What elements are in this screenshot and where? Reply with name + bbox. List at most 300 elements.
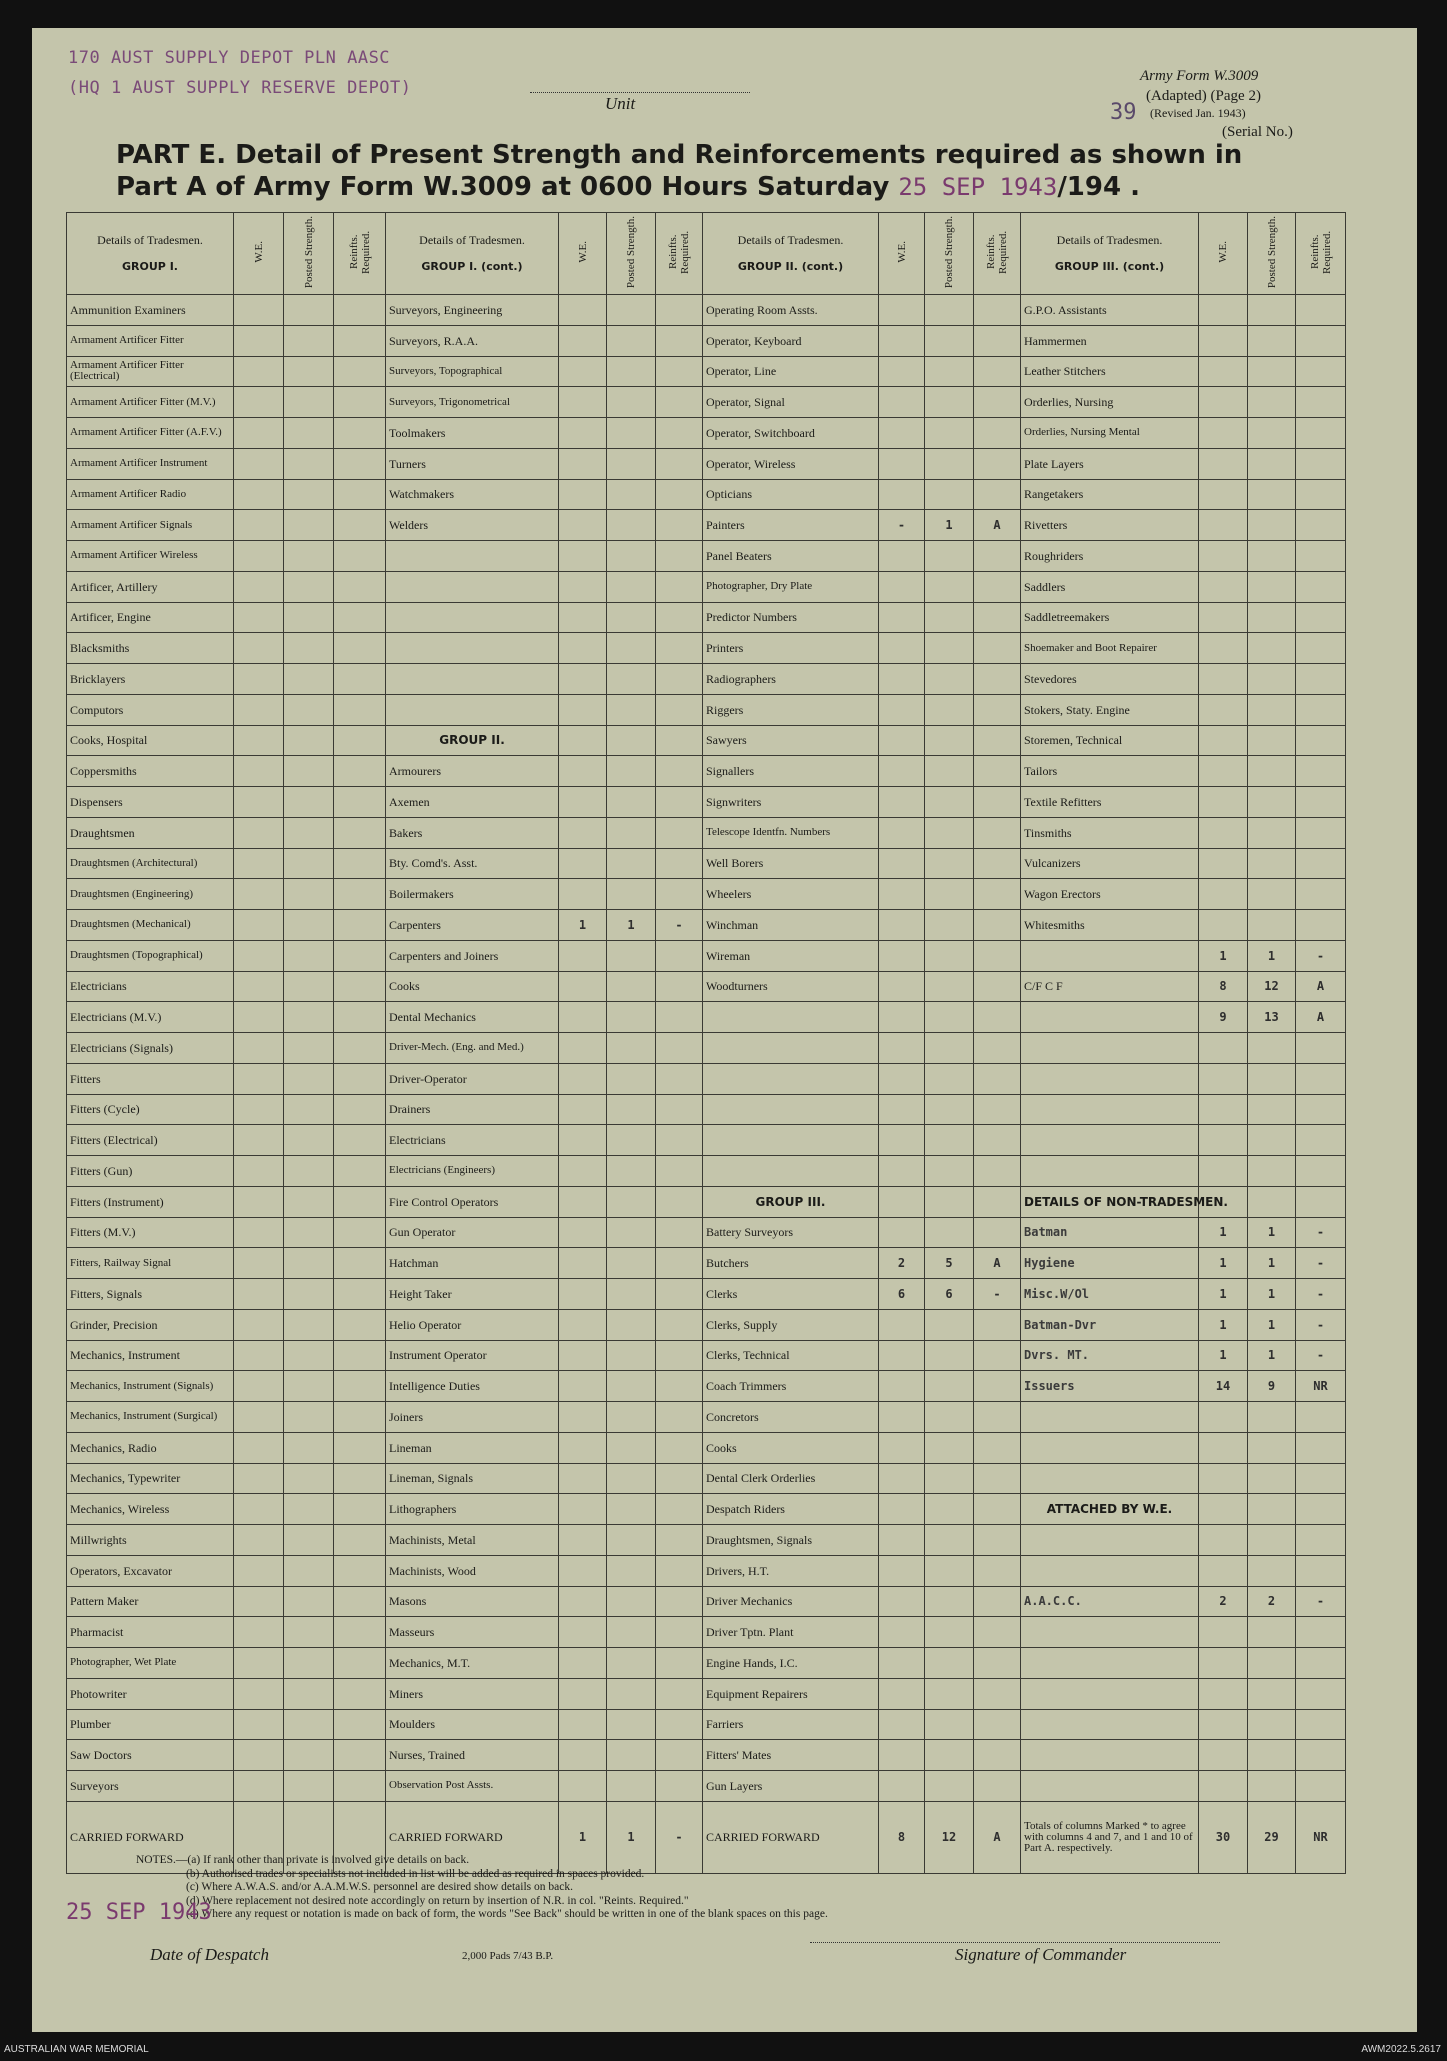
value-cell-p: [925, 1709, 974, 1740]
value-cell-r: [1296, 295, 1346, 326]
trade-cell: Drivers, H.T.: [703, 1555, 879, 1586]
value-cell-r: [1296, 1156, 1346, 1187]
value-cell-we: [1199, 725, 1248, 756]
value-cell-p: [607, 787, 656, 818]
value-cell-we: [879, 1586, 925, 1617]
value-cell-p: [925, 1648, 974, 1679]
value-cell-we: [559, 1002, 607, 1033]
value-cell-r: [656, 479, 703, 510]
trade-cell: [1021, 1432, 1199, 1463]
trade-cell: [703, 1063, 879, 1094]
value-cell-p: 12: [1248, 971, 1296, 1002]
title-line-2: [116, 172, 1140, 202]
value-cell-we: [234, 356, 284, 387]
table-row: [67, 787, 1346, 818]
trade-cell: Boilermakers: [386, 879, 559, 910]
value-cell-we: [559, 325, 607, 356]
value-cell-p: [284, 1617, 334, 1648]
header-details-text: Details of Tradesmen.: [737, 233, 844, 247]
value-cell-r: [334, 1248, 386, 1279]
table-row: [67, 817, 1346, 848]
value-cell-p: [607, 1248, 656, 1279]
value-cell-p: [284, 1063, 334, 1094]
value-cell-r: [974, 633, 1021, 664]
value-cell-r: [656, 817, 703, 848]
value-cell-p: [607, 879, 656, 910]
value-cell-r: [656, 448, 703, 479]
value-cell-r: -: [1296, 1340, 1346, 1371]
table-row: [67, 571, 1346, 602]
trade-cell: Lineman: [386, 1432, 559, 1463]
value-cell-we: [234, 879, 284, 910]
reinfts-label: Reinfts. Required.: [667, 230, 691, 274]
value-cell-p: [284, 448, 334, 479]
value-cell-r: [334, 1186, 386, 1217]
value-cell-r: [334, 1402, 386, 1433]
value-cell-p: [1248, 787, 1296, 818]
trade-cell: [386, 664, 559, 695]
value-cell-r: [1296, 725, 1346, 756]
trade-cell: Photographer, Dry Plate: [703, 571, 879, 602]
value-cell-p: [284, 1371, 334, 1402]
value-cell-we: [559, 479, 607, 510]
value-cell-we: [1199, 817, 1248, 848]
value-cell-r: [334, 1002, 386, 1033]
trade-cell: Bty. Comd's. Asst.: [386, 848, 559, 879]
trade-cell: Hygiene: [1021, 1248, 1199, 1279]
value-cell-r: [974, 356, 1021, 387]
value-cell-we: [559, 940, 607, 971]
value-cell-r: [334, 971, 386, 1002]
value-cell-p: [1248, 1432, 1296, 1463]
value-cell-p: [925, 1217, 974, 1248]
value-cell-r: [334, 448, 386, 479]
value-cell-we: [879, 694, 925, 725]
value-cell-r: [656, 1371, 703, 1402]
reinfts-label: Reinfts. Required.: [985, 230, 1009, 274]
value-cell-p: [925, 633, 974, 664]
value-cell-r: [334, 664, 386, 695]
value-cell-we: [879, 571, 925, 602]
value-cell-r: NR: [1296, 1371, 1346, 1402]
table-row: [67, 541, 1346, 572]
header-we: [1199, 213, 1248, 295]
value-cell-r: [974, 1186, 1021, 1217]
value-cell-we: [234, 940, 284, 971]
trade-cell: Fitters (Electrical): [67, 1125, 234, 1156]
value-cell-r: [656, 1617, 703, 1648]
value-cell-r: [656, 1525, 703, 1556]
value-cell-r: [656, 1033, 703, 1064]
trade-cell: Hatchman: [386, 1248, 559, 1279]
value-cell-we: [559, 633, 607, 664]
value-cell-we: [879, 1617, 925, 1648]
trade-cell: Mechanics, Instrument: [67, 1340, 234, 1371]
value-cell-r: [656, 510, 703, 541]
value-cell-we: [1199, 633, 1248, 664]
value-cell-p: [1248, 1740, 1296, 1771]
title-date-stamp: 25 SEP 1943: [898, 173, 1058, 201]
value-cell-p: [925, 1586, 974, 1617]
note-c: (c) Where A.W.A.S. and/or A.A.M.W.S. personnel are desired show details on back.: [186, 1881, 573, 1893]
trade-cell: [703, 1156, 879, 1187]
value-cell-r: [974, 1402, 1021, 1433]
trade-cell: Batman-Dvr: [1021, 1309, 1199, 1340]
unit-label: Unit: [605, 94, 636, 113]
value-cell-r: [1296, 418, 1346, 449]
value-cell-we: [234, 325, 284, 356]
posted-label: Posted Strength.: [625, 215, 637, 289]
table-row: [67, 448, 1346, 479]
value-cell-p: [284, 510, 334, 541]
trade-cell: Signallers: [703, 756, 879, 787]
value-cell-p: [925, 848, 974, 879]
trade-cell: Operating Room Assts.: [703, 295, 879, 326]
value-cell-r: [974, 1740, 1021, 1771]
value-cell-p: [925, 1494, 974, 1525]
value-cell-p: [925, 1617, 974, 1648]
value-cell-p: [284, 1156, 334, 1187]
value-cell-r: [974, 602, 1021, 633]
value-cell-p: [925, 1063, 974, 1094]
value-cell-p: [284, 725, 334, 756]
table-row: [67, 1463, 1346, 1494]
note-a: NOTES.—(a) If rank other than private is involved give details on back.: [136, 1854, 470, 1866]
value-cell-we: [1199, 1432, 1248, 1463]
value-cell-p: [925, 879, 974, 910]
value-cell-p: [284, 910, 334, 941]
value-cell-p: [284, 1125, 334, 1156]
value-cell-p: [284, 694, 334, 725]
trade-cell: [1021, 1063, 1199, 1094]
group-header: GROUP III. (cont.): [1054, 260, 1165, 273]
trade-cell: Farriers: [703, 1709, 879, 1740]
table-row: [67, 1340, 1346, 1371]
table-row: [67, 510, 1346, 541]
value-cell-we: 1: [1199, 1217, 1248, 1248]
trade-cell: DETAILS OF NON-TRADESMEN.: [1021, 1186, 1199, 1217]
value-cell-we: [559, 1463, 607, 1494]
value-cell-r: -: [656, 910, 703, 941]
trade-cell: Electricians (Signals): [67, 1033, 234, 1064]
value-cell-we: [1199, 1648, 1248, 1679]
value-cell-r: [974, 756, 1021, 787]
value-cell-we: [234, 848, 284, 879]
value-cell-p: [284, 971, 334, 1002]
value-cell-p: [925, 1156, 974, 1187]
value-cell-we: [234, 1678, 284, 1709]
value-cell-we: [559, 1740, 607, 1771]
trade-cell: Rivetters: [1021, 510, 1199, 541]
value-cell-r: [334, 817, 386, 848]
unit-stamp-line-1: 170 AUST SUPPLY DEPOT PLN AASC: [68, 48, 391, 68]
value-cell-p: [284, 1309, 334, 1340]
value-cell-p: [607, 1740, 656, 1771]
value-cell-r: [974, 1125, 1021, 1156]
value-cell-r: [974, 479, 1021, 510]
trade-cell: [1021, 1617, 1199, 1648]
value-cell-we: [1199, 1094, 1248, 1125]
value-cell-r: [334, 541, 386, 572]
trade-cell: Driver-Operator: [386, 1063, 559, 1094]
value-cell-p: [925, 971, 974, 1002]
title-line-2-start: Part A of Army Form W.3009 at 0600 Hours Saturday: [116, 172, 890, 202]
trade-cell: Surveyors: [67, 1771, 234, 1802]
value-cell-we: [559, 817, 607, 848]
value-cell-r: [656, 694, 703, 725]
trade-cell: Masseurs: [386, 1617, 559, 1648]
value-cell-p: [607, 1525, 656, 1556]
trade-cell: [1021, 1033, 1199, 1064]
table-row: [67, 1033, 1346, 1064]
value-cell-p: [284, 1463, 334, 1494]
table-row: [67, 1186, 1346, 1217]
trade-cell: Saw Doctors: [67, 1740, 234, 1771]
value-cell-r: [1296, 879, 1346, 910]
value-cell-we: 2: [879, 1248, 925, 1279]
value-cell-we: [234, 1709, 284, 1740]
value-cell-r: [334, 1217, 386, 1248]
trade-cell: Armament Artificer Fitter (M.V.): [67, 387, 234, 418]
value-cell-r: [334, 725, 386, 756]
value-cell-we: [1199, 848, 1248, 879]
trade-cell: Driver-Mech. (Eng. and Med.): [386, 1033, 559, 1064]
trade-cell: [386, 602, 559, 633]
value-cell-r: [974, 848, 1021, 879]
title-line-1: PART E. Detail of Present Strength and Reinforcements required as shown in: [116, 140, 1243, 170]
trade-cell: Sawyers: [703, 725, 879, 756]
trade-cell: Lineman, Signals: [386, 1463, 559, 1494]
value-cell-we: [234, 1494, 284, 1525]
trade-cell: Concretors: [703, 1402, 879, 1433]
trade-cell: Wireman: [703, 940, 879, 971]
value-cell-we: [559, 1648, 607, 1679]
table-row: [67, 1125, 1346, 1156]
value-cell-we: 8: [879, 1801, 925, 1873]
value-cell-p: [925, 602, 974, 633]
value-cell-p: [607, 1217, 656, 1248]
trade-cell: Stokers, Staty. Engine: [1021, 694, 1199, 725]
value-cell-r: [1296, 1186, 1346, 1217]
value-cell-r: [974, 1432, 1021, 1463]
value-cell-p: [284, 602, 334, 633]
value-cell-p: [925, 1432, 974, 1463]
value-cell-p: [607, 694, 656, 725]
value-cell-r: [334, 418, 386, 449]
value-cell-p: [925, 1678, 974, 1709]
value-cell-r: [974, 940, 1021, 971]
value-cell-p: [1248, 664, 1296, 695]
value-cell-we: [234, 1248, 284, 1279]
value-cell-p: [607, 1617, 656, 1648]
value-cell-we: [879, 879, 925, 910]
value-cell-r: [974, 879, 1021, 910]
we-label: W.E.: [576, 241, 589, 263]
value-cell-p: [1248, 602, 1296, 633]
value-cell-we: [879, 418, 925, 449]
table-row: [67, 756, 1346, 787]
value-cell-we: [234, 1340, 284, 1371]
value-cell-r: [1296, 1525, 1346, 1556]
value-cell-r: [1296, 571, 1346, 602]
value-cell-p: [284, 787, 334, 818]
trade-cell: Armourers: [386, 756, 559, 787]
value-cell-r: A: [974, 1801, 1021, 1873]
value-cell-p: [284, 1402, 334, 1433]
trade-cell: Draughtsmen (Engineering): [67, 879, 234, 910]
value-cell-we: [879, 1125, 925, 1156]
value-cell-r: A: [974, 510, 1021, 541]
trade-cell: Misc.W/Ol: [1021, 1279, 1199, 1310]
value-cell-we: [559, 1217, 607, 1248]
table-row: [67, 879, 1346, 910]
value-cell-p: [284, 817, 334, 848]
value-cell-we: [234, 971, 284, 1002]
trade-cell: Fitters (Instrument): [67, 1186, 234, 1217]
archive-id: AWM2022.5.2617: [1361, 2044, 1441, 2055]
value-cell-r: [656, 1248, 703, 1279]
value-cell-we: [559, 510, 607, 541]
value-cell-p: [925, 787, 974, 818]
value-cell-we: [559, 1555, 607, 1586]
value-cell-p: [284, 295, 334, 326]
trade-cell: [386, 633, 559, 664]
header-details-g1: [67, 213, 234, 295]
value-cell-we: 2: [1199, 1586, 1248, 1617]
trade-cell: Opticians: [703, 479, 879, 510]
trade-cell: Winchman: [703, 910, 879, 941]
value-cell-we: [559, 1033, 607, 1064]
value-cell-we: [559, 418, 607, 449]
value-cell-r: [334, 1494, 386, 1525]
value-cell-we: [234, 1402, 284, 1433]
value-cell-we: [879, 1033, 925, 1064]
value-cell-r: [974, 1709, 1021, 1740]
value-cell-p: [284, 1709, 334, 1740]
value-cell-p: [607, 1432, 656, 1463]
note-b: (b) Authorised trades or specialists not included in list will be added as required in spaces provided.: [186, 1867, 645, 1880]
value-cell-r: [974, 1217, 1021, 1248]
value-cell-we: 6: [879, 1279, 925, 1310]
value-cell-p: [1248, 1063, 1296, 1094]
table-row: [67, 971, 1346, 1002]
table-row: [67, 602, 1346, 633]
value-cell-p: [607, 1002, 656, 1033]
value-cell-r: [656, 1678, 703, 1709]
group-header: GROUP I. (cont.): [421, 260, 523, 273]
value-cell-p: [284, 1094, 334, 1125]
value-cell-p: [925, 541, 974, 572]
trade-cell: Fitters (Cycle): [67, 1094, 234, 1125]
value-cell-we: [879, 817, 925, 848]
value-cell-r: [974, 418, 1021, 449]
trade-cell: Saddletreemakers: [1021, 602, 1199, 633]
value-cell-we: [559, 571, 607, 602]
value-cell-r: [656, 356, 703, 387]
trade-cell: Predictor Numbers: [703, 602, 879, 633]
we-label: W.E.: [1217, 241, 1229, 263]
value-cell-we: [879, 1740, 925, 1771]
trade-cell: [1021, 1094, 1199, 1125]
header-we: [879, 213, 925, 295]
header-details-text: Details of Tradesmen.: [419, 233, 525, 247]
value-cell-r: [974, 1309, 1021, 1340]
trade-cell: Draughtsmen, Signals: [703, 1525, 879, 1556]
we-label: W.E.: [252, 241, 265, 263]
value-cell-p: 1: [1248, 1279, 1296, 1310]
value-cell-we: [879, 1340, 925, 1371]
trade-cell: Welders: [386, 510, 559, 541]
value-cell-we: [879, 1432, 925, 1463]
value-cell-r: [334, 910, 386, 941]
value-cell-we: [879, 356, 925, 387]
value-cell-we: [234, 1279, 284, 1310]
trade-cell: Telescope Identfn. Numbers: [703, 817, 879, 848]
trade-cell: Stevedores: [1021, 664, 1199, 695]
trade-cell: Surveyors, Topographical: [386, 356, 559, 387]
strength-table: [66, 212, 1346, 1874]
trade-cell: Roughriders: [1021, 541, 1199, 572]
trade-cell: Fitters, Railway Signal: [67, 1248, 234, 1279]
value-cell-we: [234, 1586, 284, 1617]
value-cell-we: [559, 1156, 607, 1187]
value-cell-we: [559, 1771, 607, 1802]
trade-cell: [703, 1125, 879, 1156]
value-cell-we: 30: [1199, 1801, 1248, 1873]
unit-line: [530, 92, 750, 93]
trade-cell: [1021, 1463, 1199, 1494]
value-cell-p: [284, 1586, 334, 1617]
value-cell-p: [284, 356, 334, 387]
value-cell-p: [607, 1709, 656, 1740]
trade-cell: CARRIED FORWARD: [386, 1801, 559, 1873]
trade-cell: Mechanics, Wireless: [67, 1494, 234, 1525]
value-cell-r: [656, 664, 703, 695]
value-cell-r: [1296, 664, 1346, 695]
value-cell-we: [879, 1709, 925, 1740]
value-cell-r: [1296, 1063, 1346, 1094]
trade-cell: Axemen: [386, 787, 559, 818]
value-cell-we: [559, 1248, 607, 1279]
value-cell-r: [1296, 848, 1346, 879]
trade-cell: Machinists, Metal: [386, 1525, 559, 1556]
value-cell-we: 1: [1199, 940, 1248, 971]
value-cell-we: [559, 1309, 607, 1340]
value-cell-we: [1199, 1740, 1248, 1771]
value-cell-r: [1296, 1709, 1346, 1740]
value-cell-we: [1199, 787, 1248, 818]
trade-cell: Helio Operator: [386, 1309, 559, 1340]
table-row: [67, 295, 1346, 326]
value-cell-r: NR: [1296, 1801, 1346, 1873]
value-cell-r: [334, 295, 386, 326]
table-row: [67, 1279, 1346, 1310]
value-cell-we: [1199, 879, 1248, 910]
value-cell-p: [284, 1432, 334, 1463]
trade-cell: Mechanics, M.T.: [386, 1648, 559, 1679]
trade-cell: Battery Surveyors: [703, 1217, 879, 1248]
trade-cell: [1021, 1709, 1199, 1740]
trade-cell: [1021, 1156, 1199, 1187]
value-cell-we: [559, 1371, 607, 1402]
trade-cell: Millwrights: [67, 1525, 234, 1556]
trade-cell: Driver Tptn. Plant: [703, 1617, 879, 1648]
value-cell-r: [656, 1309, 703, 1340]
trade-cell: [703, 1033, 879, 1064]
value-cell-we: [1199, 1125, 1248, 1156]
value-cell-we: [559, 1525, 607, 1556]
value-cell-we: [879, 1648, 925, 1679]
